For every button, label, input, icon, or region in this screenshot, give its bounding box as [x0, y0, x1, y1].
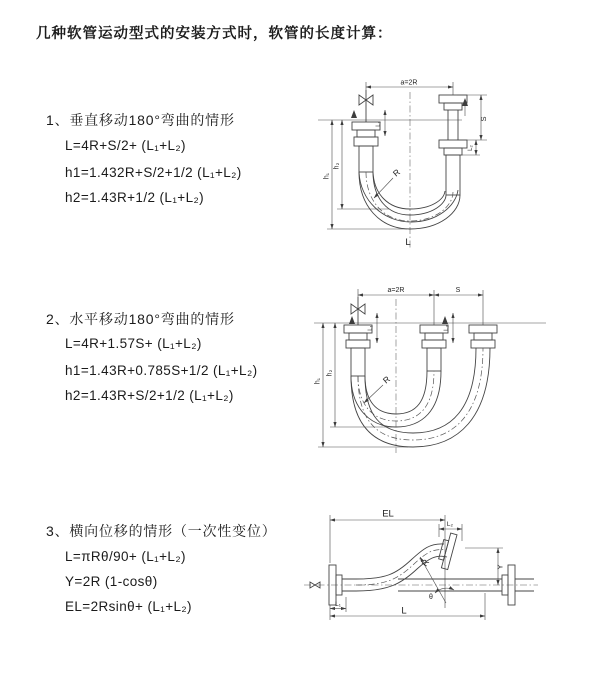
dim-label-l-total: L — [401, 605, 407, 617]
page-title: 几种软管运动型式的安装方式时，软管的长度计算： — [36, 26, 393, 42]
dim-label-l2: L₂ — [444, 325, 450, 331]
movement-arrow-icon — [351, 110, 357, 118]
formula-line: EL=2Rsinθ+ (L₁+L₂) — [65, 599, 192, 614]
dimension-s — [434, 287, 483, 295]
dim-label-y: Y — [495, 564, 505, 570]
dimension-l — [330, 593, 485, 620]
dim-label-l2: L₂ — [468, 145, 474, 151]
flange-tilted — [437, 532, 457, 570]
radius-leader — [374, 167, 402, 198]
diagram-lateral-displacement — [298, 503, 600, 638]
formula-line: h2=1.43R+S/2+1/2 (L₁+L₂) — [65, 388, 234, 403]
hose-curves — [359, 172, 460, 229]
dim-label-a2r: a=2R — [387, 287, 405, 294]
section-1-heading: 1、垂直移动180°弯曲的情形 — [46, 112, 235, 128]
formula-line: L=πRθ/90+ (L₁+L₂) — [65, 549, 186, 564]
valve-icon — [359, 90, 373, 122]
dim-label-a2r: a=2R — [400, 79, 418, 87]
pipe — [448, 110, 458, 140]
diagram-vertical-180-bend — [310, 74, 600, 259]
dim-label-h2: h₂ — [333, 162, 341, 170]
dim-label-r: R — [380, 373, 392, 386]
dim-label-l1: L₁ — [376, 121, 382, 127]
formula-line: h1=1.432R+S/2+1/2 (L₁+L₂) — [65, 165, 242, 180]
braided-hose — [427, 348, 441, 371]
dimension-s — [457, 95, 488, 140]
dim-label-s: S — [479, 116, 488, 122]
dim-label-h1: h₁ — [314, 377, 322, 385]
dimension-y — [465, 548, 505, 585]
braided-hose — [359, 146, 373, 172]
flange — [469, 325, 497, 348]
formula-line: h2=1.43R+1/2 (L₁+L₂) — [65, 190, 205, 205]
movement-arrow-icon — [349, 316, 355, 324]
dim-label-r: R — [419, 557, 432, 569]
dim-label-h1: h₁ — [323, 172, 331, 180]
dimension-a2r — [366, 80, 453, 96]
dimension-l1 — [376, 110, 385, 136]
dim-label-s: S — [455, 287, 461, 294]
movement-arrow-icon — [442, 316, 448, 324]
dim-label-l1: L₁ — [368, 325, 374, 331]
dim-label-theta: θ — [429, 594, 433, 601]
dimension-l1 — [330, 597, 346, 612]
formula-line: Y=2R (1-cosθ) — [65, 574, 158, 589]
formula-line: h1=1.43R+0.785S+1/2 (L₁+L₂) — [65, 363, 258, 378]
hose-curves — [356, 544, 447, 591]
dim-label-l1: L₁ — [335, 601, 341, 608]
dimension-l2 — [439, 521, 462, 541]
flange — [439, 95, 467, 110]
diagram-horizontal-180-bend — [308, 281, 598, 461]
formula-line: L=4R+1.57S+ (L₁+L₂) — [65, 336, 202, 351]
hose-curves — [351, 348, 490, 447]
radius-leader — [364, 374, 392, 403]
dimension-h1 — [315, 323, 409, 447]
flange — [439, 140, 467, 155]
dim-label-el: EL — [382, 508, 394, 520]
braided-hose — [446, 155, 460, 195]
dim-label-l-total: L — [405, 237, 411, 248]
section-3-heading: 3、横向位移的情形（一次性变位） — [46, 523, 277, 539]
formula-line: L=4R+S/2+ (L₁+L₂) — [65, 138, 186, 153]
section-2-heading: 2、水平移动180°弯曲的情形 — [46, 311, 235, 327]
dimension-el — [330, 509, 445, 609]
dim-label-h2: h₂ — [326, 369, 334, 377]
dimension-l2 — [462, 140, 480, 155]
braided-hose — [351, 348, 365, 376]
dim-label-r: R — [390, 166, 402, 179]
dimension-l1 — [368, 313, 377, 343]
dim-label-l2: L₂ — [446, 521, 454, 528]
